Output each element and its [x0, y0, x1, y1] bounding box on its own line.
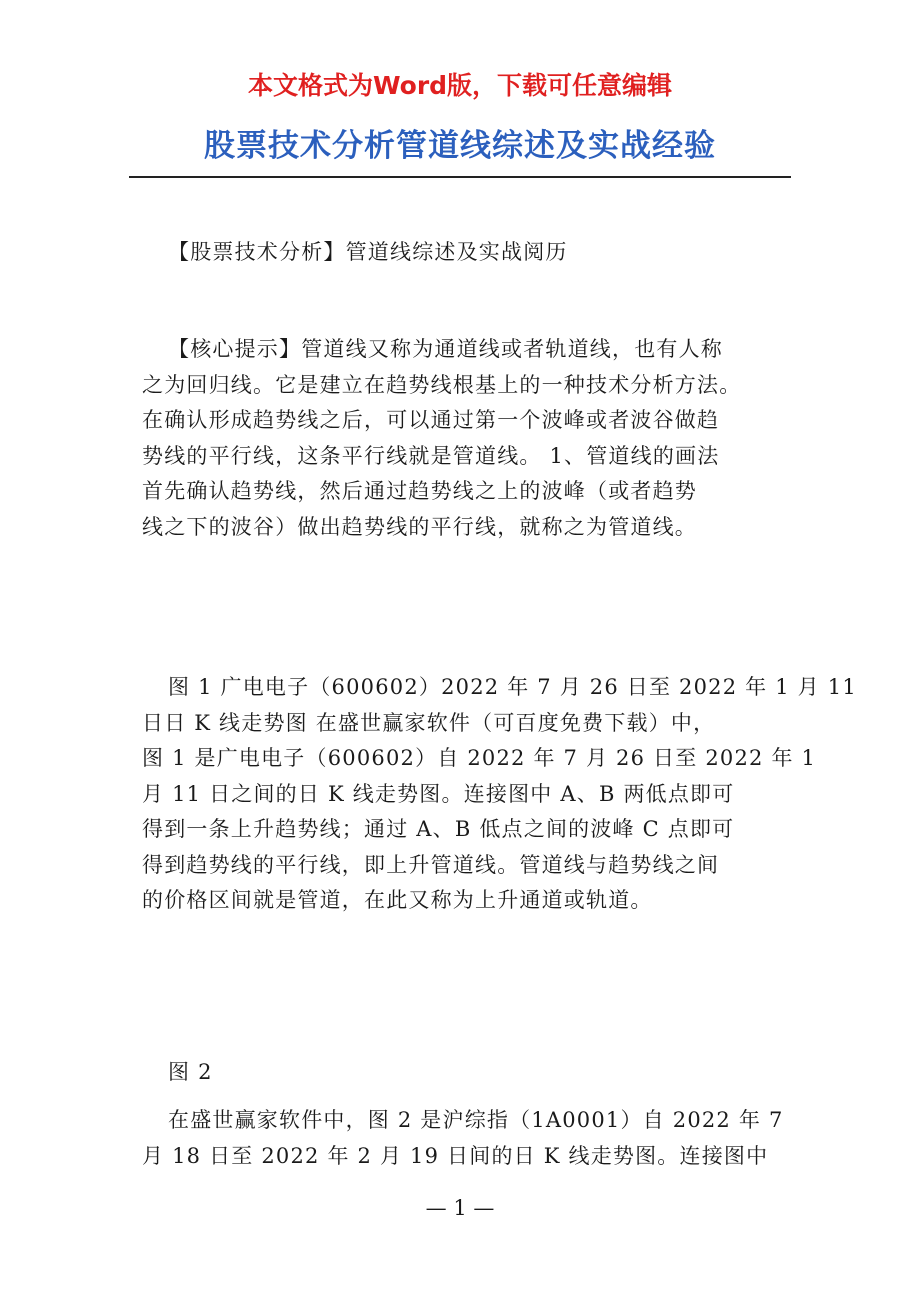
- paragraph-line: 【核心提示】管道线又称为通道线或者轨道线，也有人称: [168, 337, 723, 361]
- figure2-paragraph: [142, 1103, 782, 1174]
- paragraph-line: 月 18 日至 2022 年 2 月 19 日间的日 K 线走势图。连接图中: [142, 1143, 769, 1168]
- figure1-paragraph: [142, 670, 857, 919]
- subtitle-paragraph: [142, 235, 782, 271]
- paragraph-line: 之为回归线。它是建立在趋势线根基上的一种技术分析方法。: [142, 372, 742, 397]
- core-tip-paragraph: [142, 332, 782, 545]
- paragraph-line: 图 2: [168, 1060, 213, 1084]
- paragraph-line: 的价格区间就是管道，在此又称为上升通道或轨道。: [142, 888, 653, 912]
- paragraph-line: 线之下的波谷）做出趋势线的平行线，就称之为管道线。: [142, 514, 697, 539]
- paragraph-line: 首先确认趋势线，然后通过趋势线之上的波峰（或者趋势: [142, 479, 697, 503]
- paragraph-line: 图 1 广电电子（600602）2022 年 7 月 26 日至 2022 年 1 月 11: [168, 675, 857, 699]
- paragraph-line: 得到一条上升趋势线；通过 A、B 低点之间的波峰 C 点即可: [142, 817, 735, 841]
- paragraph-line: 势线的平行线，这条平行线就是管道线。 1、管道线的画法: [142, 443, 720, 468]
- document-title: 股票技术分析管道线综述及实战经验: [204, 128, 716, 164]
- format-notice: 本文格式为Word版，下载可任意编辑: [247, 71, 673, 100]
- paragraph-line: 【股票技术分析】管道线综述及实战阅历: [168, 240, 568, 264]
- paragraph-line: 日日 K 线走势图 在盛世赢家软件（可百度免费下载）中，: [142, 710, 716, 735]
- page-number: — 1 —: [425, 1196, 495, 1220]
- paragraph-line: 在盛世赢家软件中，图 2 是沪综指（1A0001）自 2022 年 7: [168, 1108, 784, 1132]
- paragraph-line: 图 1 是广电电子（600602）自 2022 年 7 月 26 日至 2022 年 1: [142, 746, 817, 770]
- figure2-label: [142, 1055, 782, 1091]
- paragraph-line: 月 11 日之间的日 K 线走势图。连接图中 A、B 两低点即可: [142, 781, 735, 806]
- paragraph-line: 得到趋势线的平行线，即上升管道线。管道线与趋势线之间: [142, 852, 720, 877]
- title-divider: [129, 176, 791, 178]
- paragraph-line: 在确认形成趋势线之后，可以通过第一个波峰或者波谷做趋: [142, 408, 720, 432]
